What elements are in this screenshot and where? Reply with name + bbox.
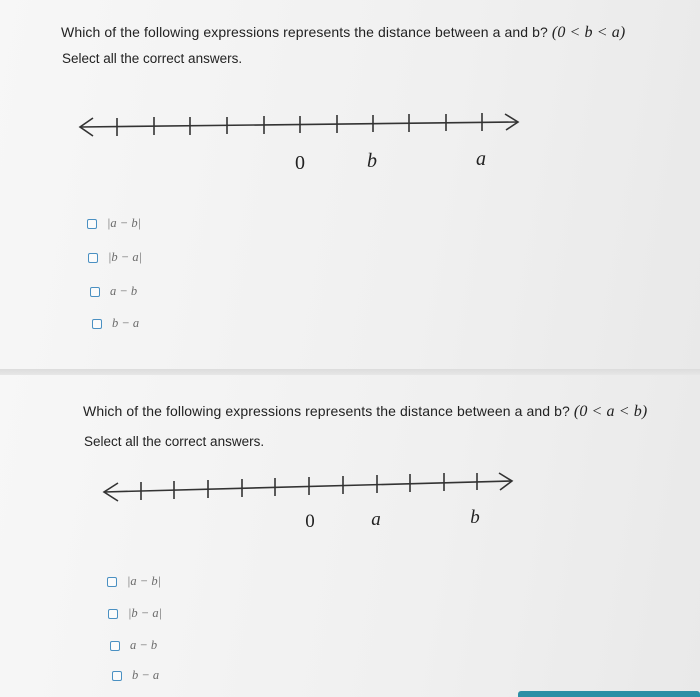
checkbox[interactable]	[110, 641, 120, 651]
number-line-2-label-zero: 0	[305, 511, 315, 532]
choice-2-a-minus-b[interactable]	[110, 638, 157, 653]
choice-2-abs-a-minus-b[interactable]	[107, 574, 161, 589]
number-line-2-label-b: b	[470, 507, 480, 528]
number-line-1-label-zero: 0	[295, 152, 305, 174]
checkbox[interactable]	[87, 219, 97, 229]
checkbox[interactable]	[90, 287, 100, 297]
question-1-prompt-text: Which of the following expressions represents the distance between a and b?	[61, 24, 548, 40]
checkbox[interactable]	[108, 609, 118, 619]
question-1-instruction: Select all the correct answers.	[62, 51, 243, 66]
question-2-instruction: Select all the correct answers.	[84, 434, 265, 449]
choice-label: |a − b|	[107, 216, 142, 230]
question-2-prompt-text: Which of the following expressions represents the distance between a and b?	[83, 403, 570, 419]
number-line-1-label-a: a	[476, 148, 486, 170]
choice-1-b-minus-a[interactable]	[92, 316, 139, 331]
choice-2-abs-b-minus-a[interactable]	[108, 606, 162, 621]
number-line-2	[0, 465, 700, 545]
question-2-prompt	[83, 403, 647, 421]
choice-label: b − a	[132, 668, 160, 682]
checkbox[interactable]	[88, 253, 98, 263]
choice-1-a-minus-b[interactable]	[90, 284, 137, 299]
choice-1-abs-a-minus-b[interactable]	[87, 216, 141, 231]
number-line-2-axis	[104, 481, 512, 492]
checkbox[interactable]	[92, 319, 102, 329]
checkbox[interactable]	[112, 671, 122, 681]
question-1-inequality: (0 < b < a)	[551, 24, 626, 41]
choice-label: |a − b|	[127, 574, 162, 588]
choice-label: |b − a|	[128, 606, 163, 620]
choice-label: b − a	[112, 316, 140, 330]
choice-2-b-minus-a[interactable]	[112, 668, 159, 683]
choice-label: a − b	[110, 284, 138, 298]
question-2-inequality: (0 < a < b)	[573, 403, 648, 420]
accent-bar	[518, 691, 700, 697]
checkbox[interactable]	[107, 577, 117, 587]
choice-1-abs-b-minus-a[interactable]	[88, 250, 142, 265]
choice-label: a − b	[130, 638, 158, 652]
number-line-1-axis	[80, 122, 518, 127]
question-1-prompt	[61, 24, 625, 42]
number-line-2-label-a: a	[371, 509, 381, 530]
number-line-1	[0, 105, 700, 185]
number-line-1-label-b: b	[367, 150, 377, 172]
choice-label: |b − a|	[108, 250, 143, 264]
